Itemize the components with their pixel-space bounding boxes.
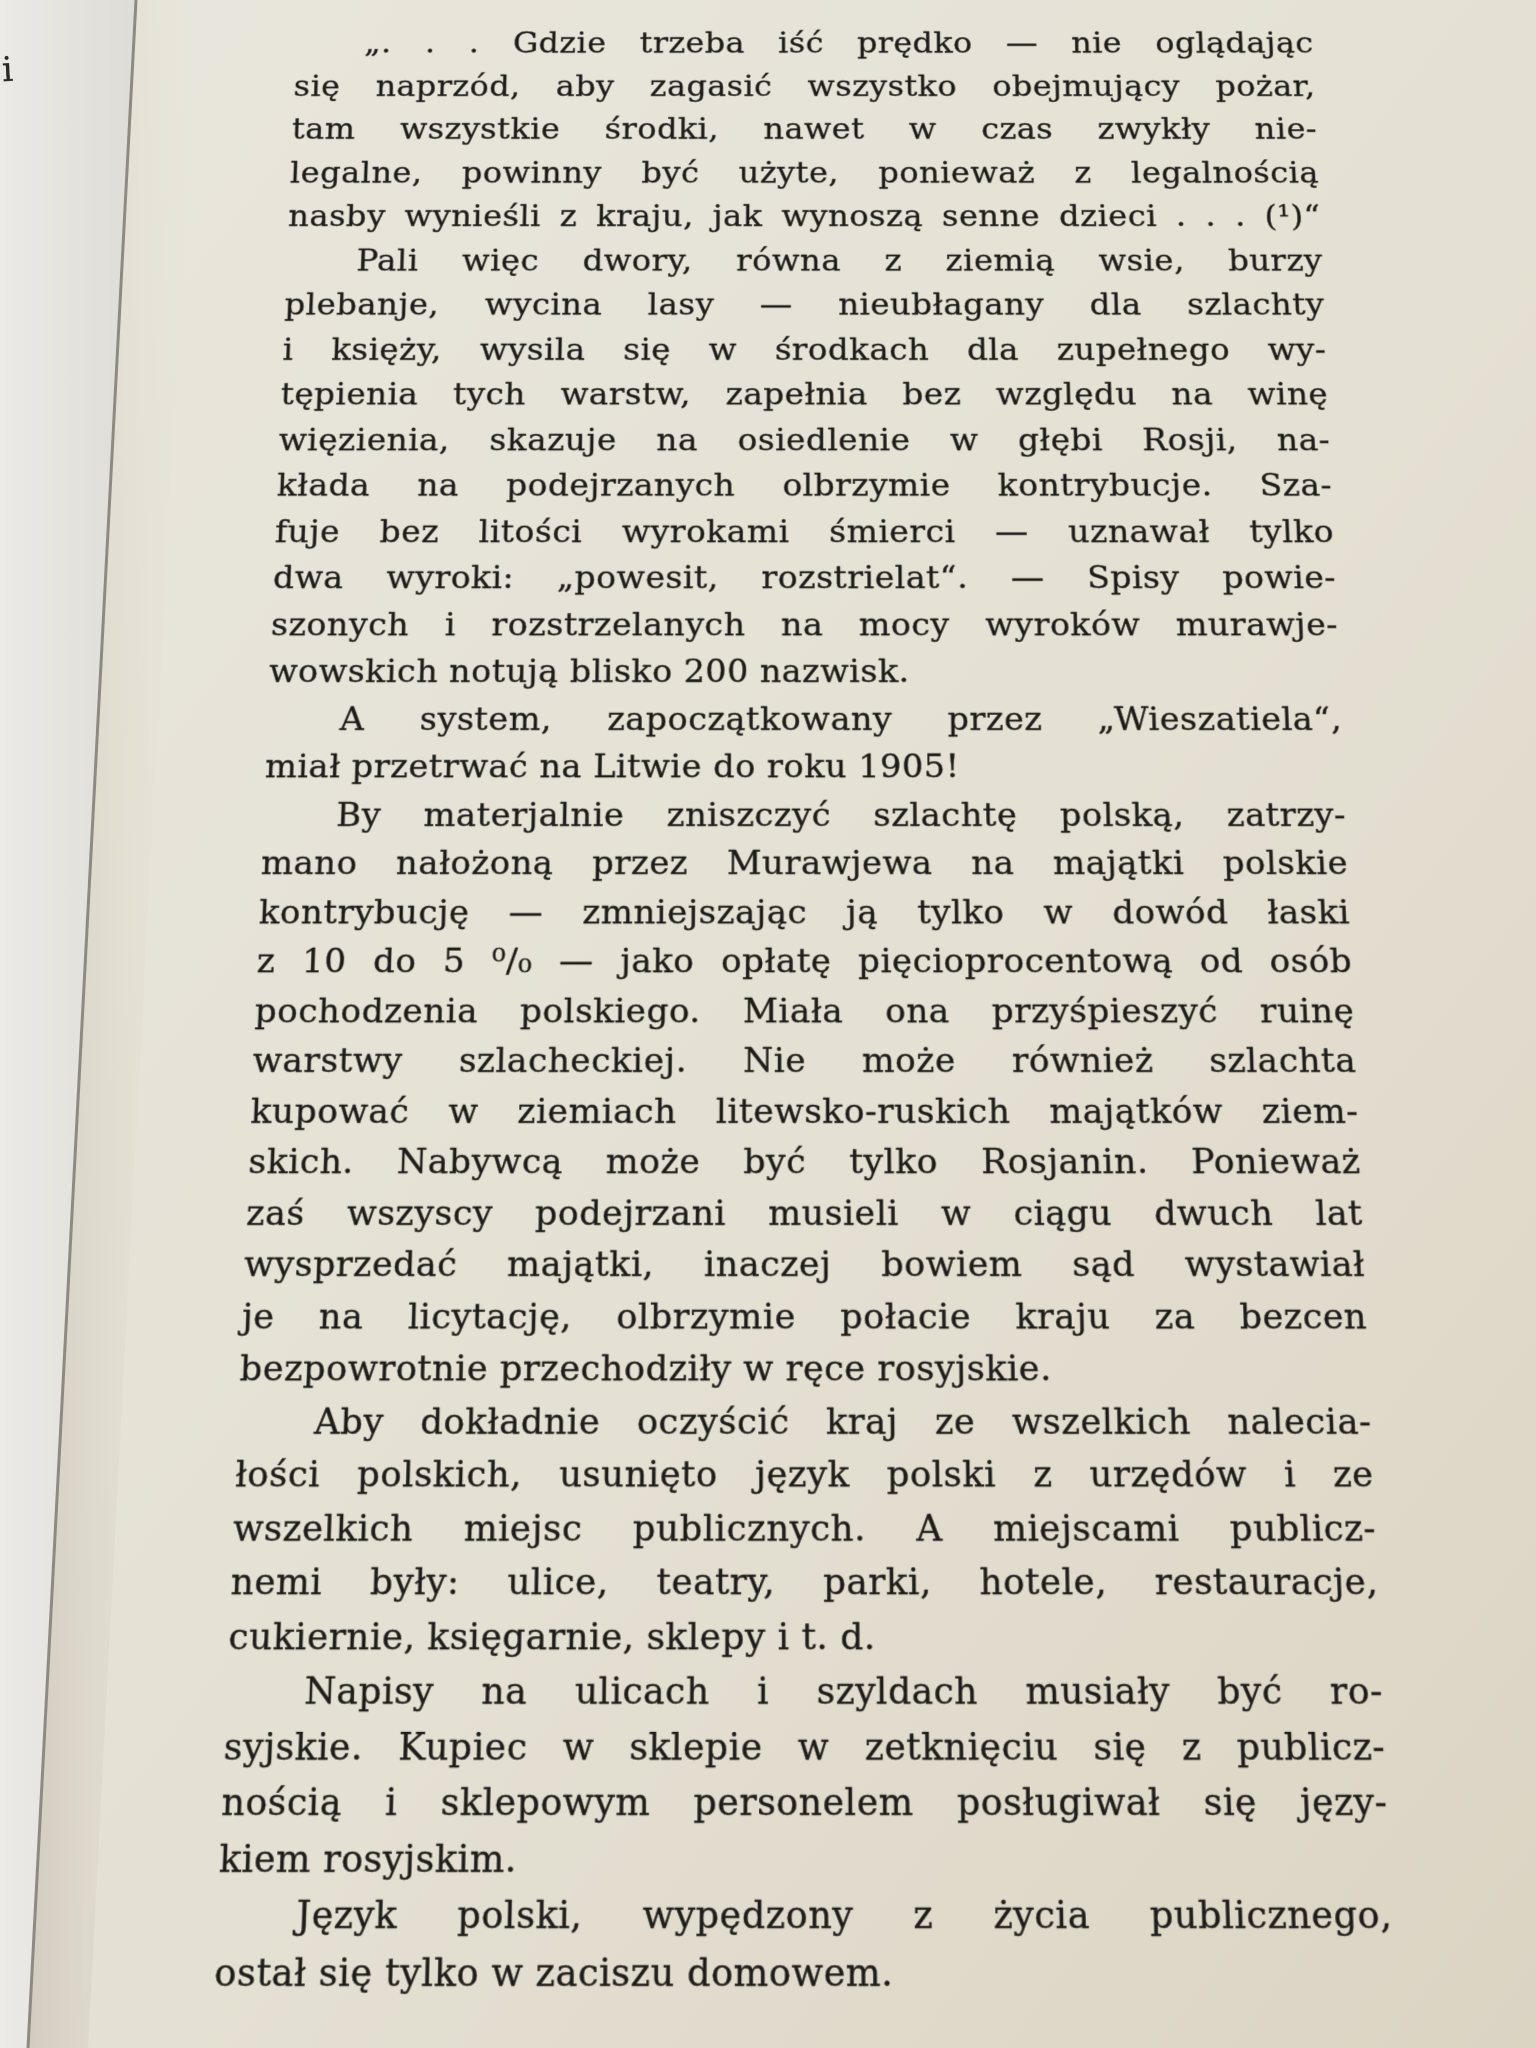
paragraph <box>268 239 1341 696</box>
text-line: wszelkich miejsc publicznych. A miejscami publicz- <box>232 1507 1377 1550</box>
text-line: Napisy na ulicach i szyldach musiały być ro- <box>303 1669 1384 1714</box>
text-line: mano nałożoną przez Murawjewa na majątki polskie <box>260 844 1349 883</box>
text-line: legalne, powinny być użyte, ponieważ z legalnością <box>289 155 1320 190</box>
text-line: kiem rosyjskim. <box>218 1836 518 1882</box>
text-line: dwa wyroki: „powesit, rozstrielat“. — Spisy powie- <box>272 559 1337 597</box>
paragraph <box>264 696 1345 791</box>
text-line: ostał się tylko w zaciszu domowem. <box>213 1950 894 1996</box>
text-line: szonych i rozstrzelanych na mocy wyroków murawje- <box>270 606 1339 644</box>
text-line: się naprzód, aby zagasić wszystko obejmujący pożar, <box>293 69 1316 104</box>
text-line: je na licytację, olbrzymie połacie kraju za bezcen <box>241 1295 1368 1338</box>
text-line: łości polskich, usunięto język polski z urzędów i ze <box>234 1453 1375 1496</box>
paragraph <box>218 1664 1391 1887</box>
text-line: By materjalnie zniszczyć szlachtę polską, zatrzy- <box>335 795 1347 835</box>
adjacent-page-text-fragment: i <box>0 49 14 91</box>
text-line: syjskie. Kupiec w sklepie w zetknięciu się z publicz- <box>223 1725 1386 1769</box>
text-line: wowskich notują blisko 200 nazwisk. <box>268 652 910 691</box>
text-line: kłada na podejrzanych olbrzymie kontrybucje. Sza- <box>276 467 1333 504</box>
text-line: A system, zapoczątkowany przez „Wieszatiela“, <box>339 700 1343 738</box>
text-line: fuje bez litości wyrokami śmierci — uznawał tylko <box>274 513 1335 550</box>
text-line: plebanje, wycina lasy — nieubłagany dla szlachty <box>283 287 1326 323</box>
text-line: skich. Nabywcą może być tylko Rosjanin. Ponieważ <box>247 1141 1362 1183</box>
text-line: i księży, wysila się w środkach dla zupełnego wy- <box>281 331 1328 368</box>
text-line: kontrybucję — zmniejszając ją tylko w dowód łaski <box>258 892 1351 932</box>
text-line: nemi były: ulice, teatry, parki, hotele, restauracje, <box>229 1560 1380 1604</box>
page-text <box>213 22 1396 2002</box>
text-line: nasby wynieśli z kraju, jak wynoszą senne dzieci . . . (¹)“ <box>287 199 1322 234</box>
text-line: tępienia tych warstw, zapełnia bez względu na winę <box>280 376 1329 413</box>
text-line: z 10 do 5 ⁰/₀ — jako opłatę pięcioprocentową od osób <box>256 941 1353 981</box>
text-line: Pali więc dwory, równa z ziemią wsie, burzy <box>355 242 1324 278</box>
text-line: miał przetrwać na Litwie do roku 1905! <box>264 747 960 786</box>
text-line: warstwy szlacheckiej. Nie może również szlachta <box>251 1041 1358 1081</box>
text-line: nością i sklepowym personelem posługiwał się języ- <box>220 1780 1389 1825</box>
paragraph <box>213 1887 1396 2001</box>
text-line: Aby dokładnie oczyścić kraj ze wszelkich nalecia- <box>313 1400 1373 1443</box>
text-line: Język polski, wypędzony z życia publicznego, <box>295 1893 1394 1939</box>
text-line: tam wszystkie środki, nawet w czas zwykły nie- <box>291 112 1318 147</box>
paragraph <box>287 22 1321 238</box>
paragraph <box>239 791 1371 1395</box>
paragraph <box>227 1395 1381 1664</box>
text-line: pochodzenia polskiego. Miała ona przyśpieszyć ruinę <box>254 991 1355 1031</box>
text-line: wysprzedać majątki, inaczej bowiem sąd wystawiał <box>243 1244 1366 1286</box>
text-line: więzienia, skazuje na osiedlenie w głębi Rosji, na- <box>278 421 1331 458</box>
text-line: zaś wszyscy podejrzani musieli w ciągu dwuch lat <box>245 1192 1364 1234</box>
text-line: „. . . Gdzie trzeba iść prędko — nie oglądając <box>363 26 1315 61</box>
text-line: bezpowrotnie przechodziły w ręce rosyjskie. <box>238 1348 1053 1390</box>
text-line: cukiernie, księgarnie, sklepy i t. d. <box>227 1615 876 1659</box>
text-line: kupować w ziemiach litewsko-ruskich majątków ziem- <box>249 1091 1360 1132</box>
